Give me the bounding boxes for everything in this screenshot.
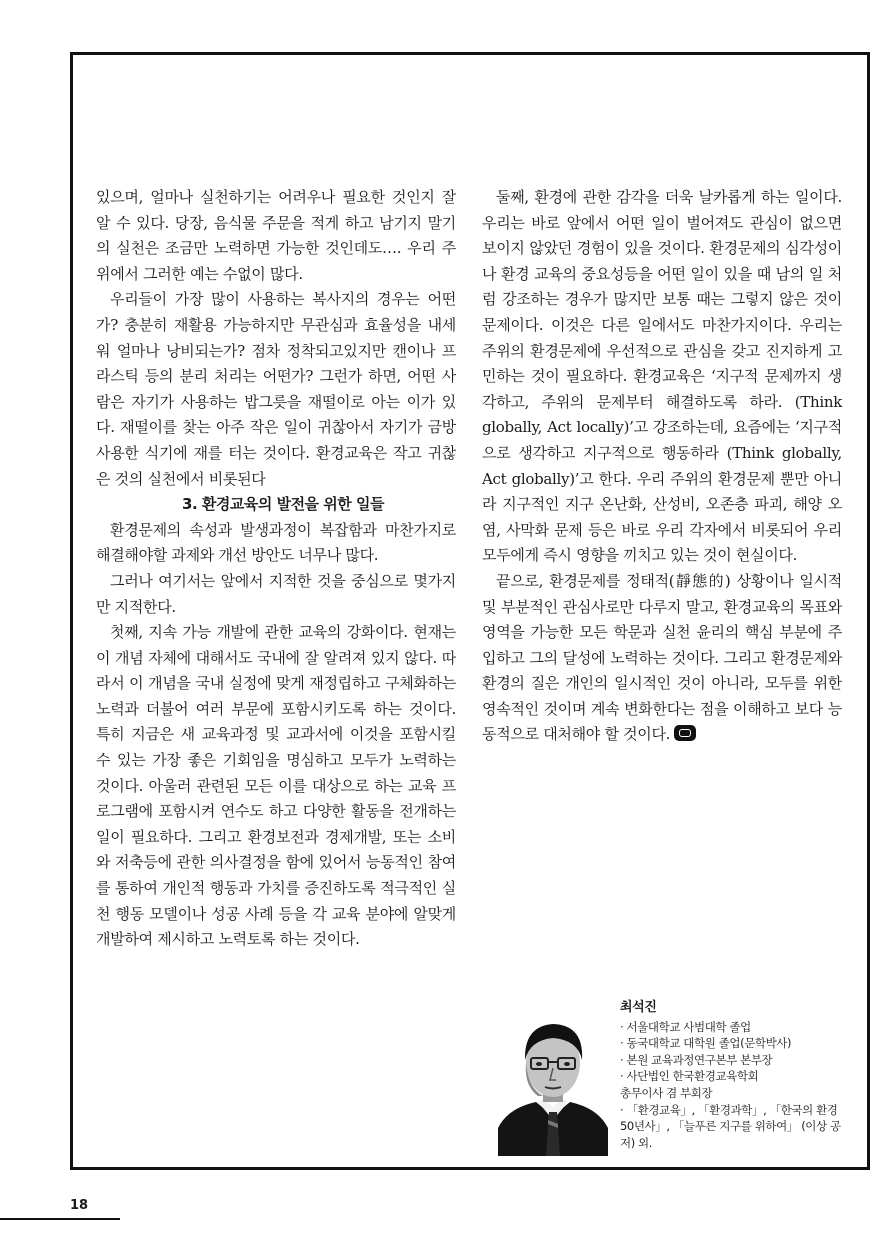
paragraph [482,569,842,748]
paragraph: 첫째, 지속 가능 개발에 관한 교육의 강화이다. 현재는 이 개념 자체에 대해서도 국내에 잘 알려져 있지 않다. 따라서 이 개념을 국내 실정에 맞게 재정립하고 구체화하는 노력과 더불어 여러 부문에 포함시키도록 하는 것이다. 특히 지금은 새 교육과정 및 교과서에 이것을 포함시킬 수 있는 가장 좋은 기회임을 명심하고 모두가 노력하는 것이다. 아울러 관련된 모든 이를 대상으로 하는 교육 프로그램에 포함시켜 연수도 하고 다양한 활동을 전개하는 일이 필요하다. 그리고 환경보전과 경제개발, 또는 소비와 저축등에 관한 의사결정을 함에 있어서 능동적인 참여를 통하여 개인적 행동과 가치를 증진하도록 적극적인 실천 행동 모델이나 성공 사례 등을 각 교육 분야에 알맞게 개발하여 제시하고 노력토록 하는 것이다. [96,623,456,949]
paragraph: 그러나 여기서는 앞에서 지적한 것을 중심으로 몇가지만 지적한다. [96,571,456,616]
bio-line: 총무이사 겸 부회장 [620,1085,713,1100]
paragraph: 둘째, 환경에 관한 감각을 더욱 날카롭게 하는 일이다. 우리는 바로 앞에서 어떤 일이 벌어져도 관심이 없으면 보이지 않았던 경험이 있을 것이다. 환경문제의 심각성이나 환경 교육의 중요성등을 어떤 일이 있을 때 남의 일 처럼 강조하는 경우가 많지만 보통 때는 그렇지 않은 것이 문제이다. 이것은 다른 일에서도 마찬가지이다. 우리는 주위의 환경문제에 우선적으로 관심을 갖고 진지하게 고민하는 것이 필요하다. 환경교육은 ‘지구적 문제까지 생각하고, 주위의 문제부터 해결하도록 하라. (Think globally, Act locally)’고 강조하는데, 요즘에는 ‘지구적으로 생각하고 지구적으로 행동하라 (Think globally, Act globally)’고 한다. 우리 주위의 환경문제 뿐만 아니라 지구적인 지구 온난화, 산성비, 오존층 파괴, 해양 오염, 사막화 문제 등은 바로 우리 각자에서 비롯되어 우리 모두에게 즉시 영향을 끼치고 있는 것이 현실이다. [482,188,842,565]
paragraph: 우리들이 가장 많이 사용하는 복사지의 경우는 어떤가? 충분히 재활용 가능하지만 무관심과 효율성을 내세워 얼마나 낭비되는가? 점차 정착되고있지만 캔이나 프라스틱 등의 분리 처리는 어떤가? 그런가 하면, 어떤 사람은 자기가 사용하는 밥그릇을 재떨이로 아는 이가 있다. 재떨이를 찾는 아주 작은 일이 귀찮아서 자기가 금방 사용한 식기에 재를 터는 것이다. 환경교육은 작고 귀찮은 것의 실천에서 비롯된다 [96,290,456,488]
section-heading: 3. 환경교육의 발전을 위한 일들 [182,495,384,514]
page-number-rule [0,1218,120,1220]
paragraph: 있으며, 얼마나 실천하기는 어려우나 필요한 것인지 잘 알 수 있다. 당장, 음식물 주문을 적게 하고 남기지 말기의 실천은 조금만 노력하면 가능한 것인데도…. 우리 주위에서 그러한 예는 수없이 많다. [96,188,456,283]
paragraph-text: 끝으로, 환경문제를 정태적(靜態的) 상황이나 일시적 및 부분적인 관심사로만 다루지 말고, 환경교육의 목표와 영역을 가능한 모든 학문과 실천 윤리의 핵심 부분에 주입하고 그의 달성에 노력하는 것이다. 그리고 환경문제와 환경의 질은 개인의 일시적인 것이 아니라, 모두를 위한 영속적인 것이며 계속 변화한다는 점을 이해하고 보다 능동적으로 대처해야 할 것이다. [482,571,842,744]
left-column [96,185,456,953]
bio-line: · 본원 교육과정연구본부 본부장 [620,1052,773,1067]
paragraph: 환경문제의 속성과 발생과정이 복잡함과 마찬가지로 해결해야할 과제와 개선 방안도 너무나 많다. [96,520,456,565]
right-column [482,185,842,748]
bio-line: · 「환경교육」, 「환경과학」, 「한국의 환경 50년사」, 「늘푸른 지구를 위하여」 (이상 공저) 외. [620,1102,841,1150]
bio-line: · 사단법인 한국환경교육학회 [620,1069,759,1084]
page-number: 18 [70,1198,89,1213]
author-name: 최석진 [620,1000,657,1015]
bio-line: · 서울대학교 사범대학 졸업 [620,1019,751,1034]
author-bio [620,1000,850,1151]
author-portrait [498,1008,608,1156]
end-mark-icon [674,725,696,741]
portrait-image [498,1008,608,1156]
bio-line: · 동국대학교 대학원 졸업(문학박사) [620,1036,792,1051]
author-box [492,1000,852,1160]
